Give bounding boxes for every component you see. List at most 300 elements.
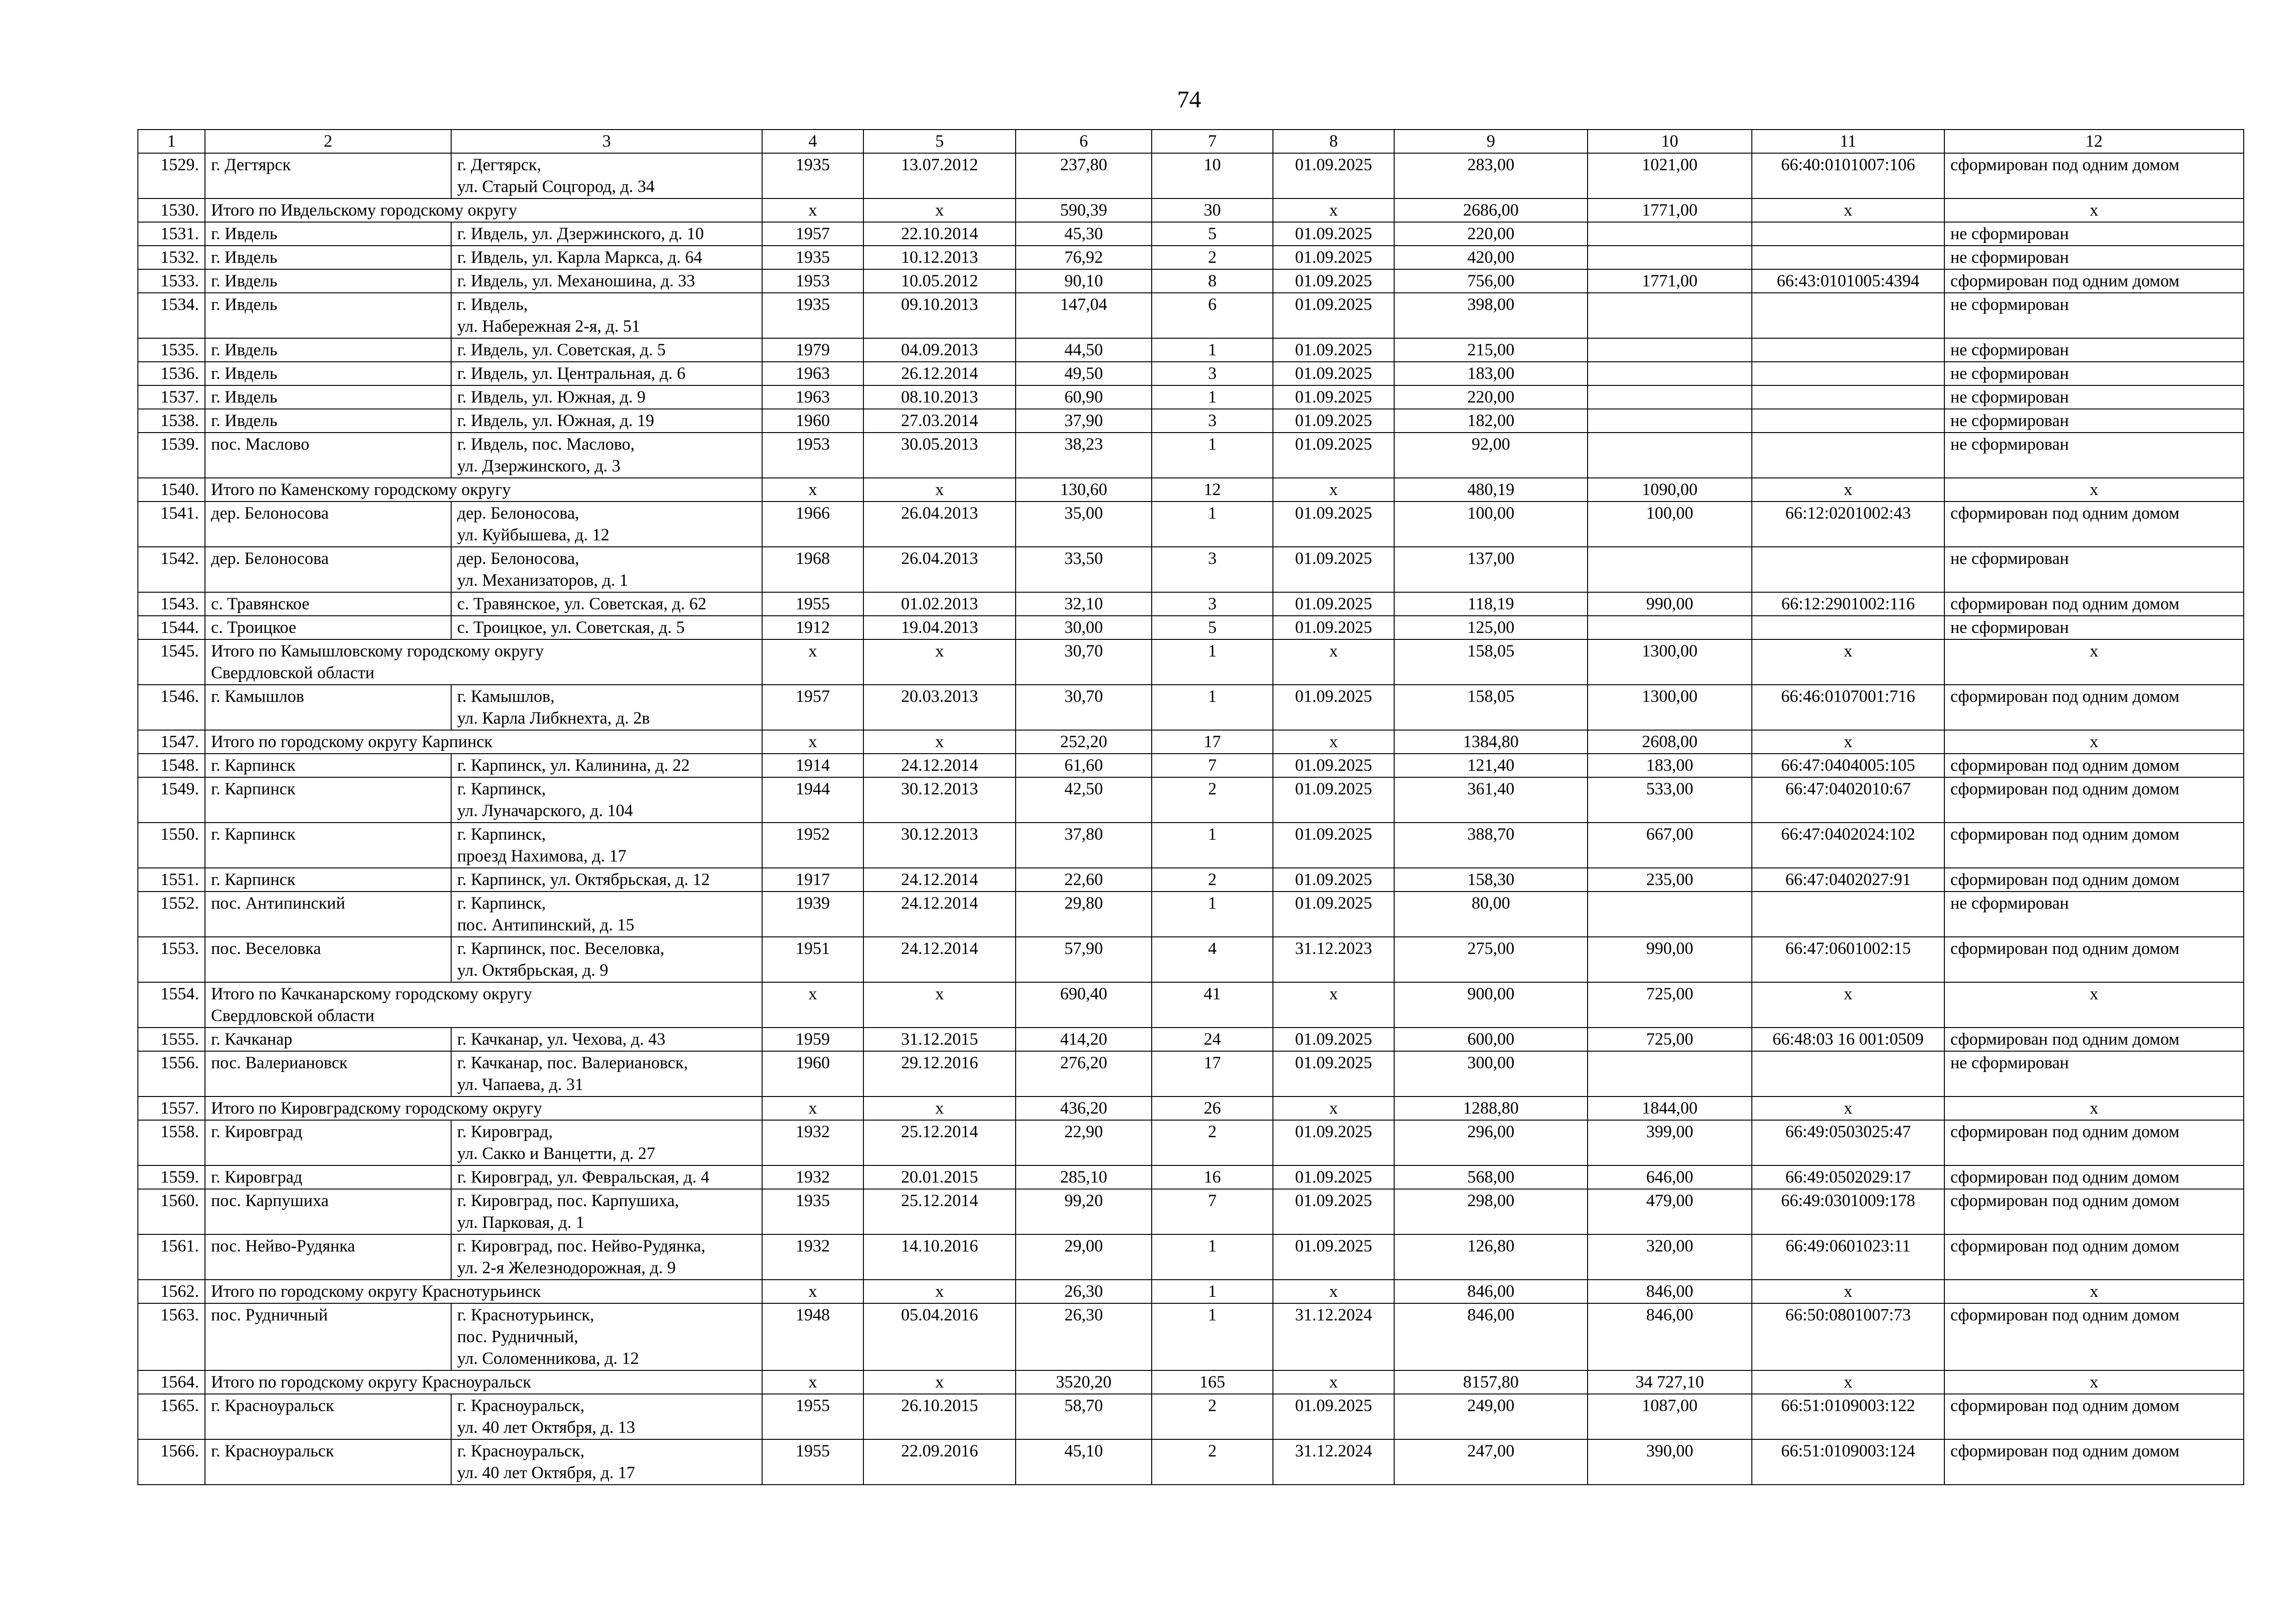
amount: 220,00 <box>1394 385 1588 409</box>
table-row <box>138 433 2244 478</box>
date: 24.12.2014 <box>863 754 1016 777</box>
deadline: 01.09.2025 <box>1273 1051 1394 1096</box>
quantity: 1 <box>1152 385 1273 409</box>
cadastral-number: x <box>1752 1370 1944 1394</box>
quantity: 3 <box>1152 592 1273 616</box>
land-status: x <box>1944 1370 2244 1394</box>
quantity: 17 <box>1152 730 1273 754</box>
area: 29,00 <box>1016 1234 1152 1280</box>
land-area: 846,00 <box>1588 1303 1752 1370</box>
row-number: 1535. <box>138 338 205 362</box>
table-row <box>138 1394 2244 1439</box>
column-number: 3 <box>451 130 762 153</box>
land-area: 533,00 <box>1588 777 1752 823</box>
settlement-name: пос. Веселовка <box>205 937 451 982</box>
amount: 1384,80 <box>1394 730 1588 754</box>
land-area: 2608,00 <box>1588 730 1752 754</box>
table-row <box>138 823 2244 868</box>
address: г. Карпинск, проезд Нахимова, д. 17 <box>451 823 762 868</box>
quantity: 1 <box>1152 892 1273 937</box>
cadastral-number: x <box>1752 198 1944 222</box>
build-year: 1944 <box>762 777 863 823</box>
build-year: x <box>762 1370 863 1394</box>
deadline: 01.09.2025 <box>1273 362 1394 385</box>
amount: 388,70 <box>1394 823 1588 868</box>
page-number: 74 <box>1177 87 1201 113</box>
land-status: не сформирован <box>1944 547 2244 592</box>
area: 285,10 <box>1016 1165 1152 1189</box>
settlement-name: пос. Антипинский <box>205 892 451 937</box>
land-status: сформирован под одним домом <box>1944 1303 2244 1370</box>
total-label: Итого по городскому округу Красноуральск <box>205 1370 762 1394</box>
quantity: 1 <box>1152 1280 1273 1303</box>
land-area <box>1588 547 1752 592</box>
land-status: сформирован под одним домом <box>1944 937 2244 982</box>
quantity: 165 <box>1152 1370 1273 1394</box>
area: 22,60 <box>1016 868 1152 892</box>
land-status: сформирован под одним домом <box>1944 1234 2244 1280</box>
deadline: 01.09.2025 <box>1273 754 1394 777</box>
settlement-name: г. Ивдель <box>205 222 451 246</box>
build-year: x <box>762 478 863 502</box>
settlement-name: г. Ивдель <box>205 269 451 293</box>
quantity: 10 <box>1152 153 1273 198</box>
table-row <box>138 1120 2244 1165</box>
land-status: x <box>1944 198 2244 222</box>
cadastral-number <box>1752 222 1944 246</box>
table-row <box>138 592 2244 616</box>
deadline: 01.09.2025 <box>1273 1028 1394 1051</box>
build-year: x <box>762 730 863 754</box>
area: 90,10 <box>1016 269 1152 293</box>
land-status: не сформирован <box>1944 1051 2244 1096</box>
date: 20.01.2015 <box>863 1165 1016 1189</box>
deadline: 01.09.2025 <box>1273 433 1394 478</box>
settlement-name: г. Ивдель <box>205 246 451 269</box>
build-year: 1968 <box>762 547 863 592</box>
quantity: 5 <box>1152 616 1273 639</box>
amount: 247,00 <box>1394 1439 1588 1485</box>
address: дер. Белоносова, ул. Механизаторов, д. 1 <box>451 547 762 592</box>
row-number: 1556. <box>138 1051 205 1096</box>
settlement-name: г. Кировград <box>205 1165 451 1189</box>
land-area: 183,00 <box>1588 754 1752 777</box>
quantity: 6 <box>1152 293 1273 338</box>
land-area: 320,00 <box>1588 1234 1752 1280</box>
date: x <box>863 478 1016 502</box>
quantity: 2 <box>1152 1394 1273 1439</box>
deadline: x <box>1273 198 1394 222</box>
build-year: 1979 <box>762 338 863 362</box>
total-row <box>138 478 2244 502</box>
land-area: 667,00 <box>1588 823 1752 868</box>
cadastral-number: x <box>1752 639 1944 685</box>
column-number: 5 <box>863 130 1016 153</box>
table-row <box>138 409 2244 433</box>
deadline: x <box>1273 478 1394 502</box>
address: г. Кировград, пос. Нейво-Рудянка, ул. 2-я Железнодорожная, д. 9 <box>451 1234 762 1280</box>
land-status: сформирован под одним домом <box>1944 269 2244 293</box>
table-row <box>138 754 2244 777</box>
cadastral-number: 66:43:0101005:4394 <box>1752 269 1944 293</box>
area: 26,30 <box>1016 1280 1152 1303</box>
deadline: x <box>1273 639 1394 685</box>
total-row <box>138 639 2244 685</box>
cadastral-number: 66:49:0301009:178 <box>1752 1189 1944 1234</box>
date: 25.12.2014 <box>863 1120 1016 1165</box>
address: г. Кировград, ул. Февральская, д. 4 <box>451 1165 762 1189</box>
row-number: 1532. <box>138 246 205 269</box>
date: 01.02.2013 <box>863 592 1016 616</box>
quantity: 7 <box>1152 754 1273 777</box>
land-area <box>1588 362 1752 385</box>
land-area: 399,00 <box>1588 1120 1752 1165</box>
row-number: 1531. <box>138 222 205 246</box>
area: 37,90 <box>1016 409 1152 433</box>
total-row <box>138 1370 2244 1394</box>
total-row <box>138 982 2244 1028</box>
quantity: 4 <box>1152 937 1273 982</box>
cadastral-number: x <box>1752 730 1944 754</box>
deadline: 01.09.2025 <box>1273 1189 1394 1234</box>
settlement-name: г. Карпинск <box>205 823 451 868</box>
row-number: 1564. <box>138 1370 205 1394</box>
address: г. Кировград, ул. Сакко и Ванцетти, д. 27 <box>451 1120 762 1165</box>
cadastral-number: x <box>1752 1096 1944 1120</box>
area: 49,50 <box>1016 362 1152 385</box>
table-row <box>138 362 2244 385</box>
build-year: 1955 <box>762 1394 863 1439</box>
row-number: 1542. <box>138 547 205 592</box>
quantity: 1 <box>1152 685 1273 730</box>
area: 35,00 <box>1016 502 1152 547</box>
deadline: x <box>1273 1370 1394 1394</box>
address: г. Красноуральск, ул. 40 лет Октября, д. 13 <box>451 1394 762 1439</box>
cadastral-number: 66:47:0601002:15 <box>1752 937 1944 982</box>
quantity: 3 <box>1152 409 1273 433</box>
quantity: 2 <box>1152 868 1273 892</box>
total-label: Итого по Каменскому городскому округу <box>205 478 762 502</box>
amount: 80,00 <box>1394 892 1588 937</box>
row-number: 1566. <box>138 1439 205 1485</box>
cadastral-number: 66:49:0503025:47 <box>1752 1120 1944 1165</box>
land-area <box>1588 1051 1752 1096</box>
land-status: не сформирован <box>1944 409 2244 433</box>
settlement-name: г. Карпинск <box>205 868 451 892</box>
table-row <box>138 1303 2244 1370</box>
area: 26,30 <box>1016 1303 1152 1370</box>
address: с. Травянское, ул. Советская, д. 62 <box>451 592 762 616</box>
date: 09.10.2013 <box>863 293 1016 338</box>
deadline: 01.09.2025 <box>1273 153 1394 198</box>
amount: 158,30 <box>1394 868 1588 892</box>
land-area: 1021,00 <box>1588 153 1752 198</box>
amount: 126,80 <box>1394 1234 1588 1280</box>
total-label: Итого по городскому округу Карпинск <box>205 730 762 754</box>
row-number: 1558. <box>138 1120 205 1165</box>
cadastral-number <box>1752 433 1944 478</box>
address: г. Карпинск, ул. Октябрьская, д. 12 <box>451 868 762 892</box>
build-year: 1955 <box>762 1439 863 1485</box>
area: 38,23 <box>1016 433 1152 478</box>
settlement-name: г. Ивдель <box>205 385 451 409</box>
address: г. Карпинск, пос. Антипинский, д. 15 <box>451 892 762 937</box>
date: 24.12.2014 <box>863 937 1016 982</box>
amount: 215,00 <box>1394 338 1588 362</box>
quantity: 2 <box>1152 246 1273 269</box>
date: 14.10.2016 <box>863 1234 1016 1280</box>
land-status: x <box>1944 730 2244 754</box>
settlement-name: г. Кировград <box>205 1120 451 1165</box>
amount: 1288,80 <box>1394 1096 1588 1120</box>
build-year: 1952 <box>762 823 863 868</box>
column-number: 7 <box>1152 130 1273 153</box>
table-row <box>138 385 2244 409</box>
area: 276,20 <box>1016 1051 1152 1096</box>
land-status: x <box>1944 639 2244 685</box>
area: 33,50 <box>1016 547 1152 592</box>
cadastral-number: x <box>1752 982 1944 1028</box>
deadline: 31.12.2023 <box>1273 937 1394 982</box>
column-number: 6 <box>1016 130 1152 153</box>
row-number: 1562. <box>138 1280 205 1303</box>
cadastral-number <box>1752 409 1944 433</box>
date: 25.12.2014 <box>863 1189 1016 1234</box>
date: 26.04.2013 <box>863 502 1016 547</box>
land-area <box>1588 246 1752 269</box>
amount: 158,05 <box>1394 685 1588 730</box>
date: 27.03.2014 <box>863 409 1016 433</box>
table-row <box>138 547 2244 592</box>
land-area: 646,00 <box>1588 1165 1752 1189</box>
land-status: не сформирован <box>1944 362 2244 385</box>
amount: 249,00 <box>1394 1394 1588 1439</box>
land-status: сформирован под одним домом <box>1944 1439 2244 1485</box>
area: 42,50 <box>1016 777 1152 823</box>
total-row <box>138 1096 2244 1120</box>
amount: 8157,80 <box>1394 1370 1588 1394</box>
cadastral-number <box>1752 547 1944 592</box>
land-area: 990,00 <box>1588 592 1752 616</box>
column-number: 9 <box>1394 130 1588 153</box>
area: 3520,20 <box>1016 1370 1152 1394</box>
address: г. Красноуральск, ул. 40 лет Октября, д. 17 <box>451 1439 762 1485</box>
deadline: 01.09.2025 <box>1273 222 1394 246</box>
date: 24.12.2014 <box>863 892 1016 937</box>
land-area: 390,00 <box>1588 1439 1752 1485</box>
quantity: 16 <box>1152 1165 1273 1189</box>
build-year: 1935 <box>762 153 863 198</box>
deadline: 01.09.2025 <box>1273 777 1394 823</box>
settlement-name: г. Красноуральск <box>205 1439 451 1485</box>
settlement-name: г. Ивдель <box>205 409 451 433</box>
deadline: 01.09.2025 <box>1273 1394 1394 1439</box>
land-status: сформирован под одним домом <box>1944 153 2244 198</box>
address: дер. Белоносова, ул. Куйбышева, д. 12 <box>451 502 762 547</box>
land-area: 235,00 <box>1588 868 1752 892</box>
land-status: сформирован под одним домом <box>1944 592 2244 616</box>
area: 252,20 <box>1016 730 1152 754</box>
quantity: 2 <box>1152 1439 1273 1485</box>
area: 45,30 <box>1016 222 1152 246</box>
date: 19.04.2013 <box>863 616 1016 639</box>
area: 76,92 <box>1016 246 1152 269</box>
cadastral-number: x <box>1752 478 1944 502</box>
land-status: сформирован под одним домом <box>1944 1394 2244 1439</box>
build-year: 1948 <box>762 1303 863 1370</box>
cadastral-number: 66:48:03 16 001:0509 <box>1752 1028 1944 1051</box>
cadastral-number <box>1752 385 1944 409</box>
build-year: 1935 <box>762 293 863 338</box>
date: 24.12.2014 <box>863 868 1016 892</box>
build-year: x <box>762 1280 863 1303</box>
amount: 2686,00 <box>1394 198 1588 222</box>
area: 130,60 <box>1016 478 1152 502</box>
build-year: 1935 <box>762 246 863 269</box>
date: 26.12.2014 <box>863 362 1016 385</box>
amount: 137,00 <box>1394 547 1588 592</box>
land-area: 1771,00 <box>1588 269 1752 293</box>
settlement-name: г. Камышлов <box>205 685 451 730</box>
table-row <box>138 1028 2244 1051</box>
column-number: 1 <box>138 130 205 153</box>
deadline: 01.09.2025 <box>1273 246 1394 269</box>
amount: 846,00 <box>1394 1303 1588 1370</box>
quantity: 17 <box>1152 1051 1273 1096</box>
row-number: 1533. <box>138 269 205 293</box>
land-area <box>1588 385 1752 409</box>
deadline: 01.09.2025 <box>1273 547 1394 592</box>
settlement-name: пос. Карпушиха <box>205 1189 451 1234</box>
quantity: 1 <box>1152 502 1273 547</box>
quantity: 1 <box>1152 433 1273 478</box>
row-number: 1555. <box>138 1028 205 1051</box>
table-row <box>138 269 2244 293</box>
deadline: 01.09.2025 <box>1273 1120 1394 1165</box>
row-number: 1536. <box>138 362 205 385</box>
cadastral-number: 66:46:0107001:716 <box>1752 685 1944 730</box>
amount: 92,00 <box>1394 433 1588 478</box>
date: x <box>863 639 1016 685</box>
quantity: 1 <box>1152 338 1273 362</box>
address: г. Кировград, пос. Карпушиха, ул. Парковая, д. 1 <box>451 1189 762 1234</box>
row-number: 1549. <box>138 777 205 823</box>
land-area: 725,00 <box>1588 982 1752 1028</box>
cadastral-number: 66:47:0402010:67 <box>1752 777 1944 823</box>
table-row <box>138 892 2244 937</box>
land-status: сформирован под одним домом <box>1944 754 2244 777</box>
cadastral-number: 66:40:0101007:106 <box>1752 153 1944 198</box>
deadline: 01.09.2025 <box>1273 385 1394 409</box>
address: г. Карпинск, ул. Луначарского, д. 104 <box>451 777 762 823</box>
land-status: сформирован под одним домом <box>1944 685 2244 730</box>
land-area: 725,00 <box>1588 1028 1752 1051</box>
area: 436,20 <box>1016 1096 1152 1120</box>
cadastral-number <box>1752 1051 1944 1096</box>
area: 32,10 <box>1016 592 1152 616</box>
table-row <box>138 246 2244 269</box>
land-area: 1300,00 <box>1588 685 1752 730</box>
cadastral-number: 66:49:0601023:11 <box>1752 1234 1944 1280</box>
date: 10.12.2013 <box>863 246 1016 269</box>
row-number: 1539. <box>138 433 205 478</box>
cadastral-number <box>1752 362 1944 385</box>
table-row <box>138 1051 2244 1096</box>
land-area: 990,00 <box>1588 937 1752 982</box>
land-area <box>1588 222 1752 246</box>
amount: 183,00 <box>1394 362 1588 385</box>
row-number: 1553. <box>138 937 205 982</box>
land-status: x <box>1944 1280 2244 1303</box>
cadastral-number: x <box>1752 1280 1944 1303</box>
cadastral-number: 66:51:0109003:124 <box>1752 1439 1944 1485</box>
date: x <box>863 982 1016 1028</box>
quantity: 26 <box>1152 1096 1273 1120</box>
date: x <box>863 1096 1016 1120</box>
land-area: 1090,00 <box>1588 478 1752 502</box>
amount: 900,00 <box>1394 982 1588 1028</box>
deadline: 01.09.2025 <box>1273 338 1394 362</box>
land-area: 1087,00 <box>1588 1394 1752 1439</box>
table-row <box>138 1234 2244 1280</box>
amount: 158,05 <box>1394 639 1588 685</box>
deadline: x <box>1273 982 1394 1028</box>
date: 20.03.2013 <box>863 685 1016 730</box>
area: 60,90 <box>1016 385 1152 409</box>
amount: 300,00 <box>1394 1051 1588 1096</box>
table-row <box>138 868 2244 892</box>
land-status: не сформирован <box>1944 433 2244 478</box>
quantity: 41 <box>1152 982 1273 1028</box>
settlement-name: пос. Нейво-Рудянка <box>205 1234 451 1280</box>
land-status: x <box>1944 1096 2244 1120</box>
quantity: 3 <box>1152 547 1273 592</box>
build-year: 1932 <box>762 1120 863 1165</box>
land-area <box>1588 409 1752 433</box>
amount: 568,00 <box>1394 1165 1588 1189</box>
build-year: 1917 <box>762 868 863 892</box>
deadline: 01.09.2025 <box>1273 685 1394 730</box>
quantity: 1 <box>1152 639 1273 685</box>
settlement-name: пос. Валериановск <box>205 1051 451 1096</box>
land-status: x <box>1944 982 2244 1028</box>
address: г. Качканар, пос. Валериановск, ул. Чапаева, д. 31 <box>451 1051 762 1096</box>
area: 45,10 <box>1016 1439 1152 1485</box>
land-area: 1844,00 <box>1588 1096 1752 1120</box>
land-status: не сформирован <box>1944 293 2244 338</box>
land-status: сформирован под одним домом <box>1944 502 2244 547</box>
cadastral-number: 66:47:0402024:102 <box>1752 823 1944 868</box>
build-year: 1935 <box>762 1189 863 1234</box>
date: 26.10.2015 <box>863 1394 1016 1439</box>
area: 237,80 <box>1016 153 1152 198</box>
area: 30,70 <box>1016 685 1152 730</box>
amount: 182,00 <box>1394 409 1588 433</box>
row-number: 1537. <box>138 385 205 409</box>
settlement-name: с. Троицкое <box>205 616 451 639</box>
build-year: 1963 <box>762 362 863 385</box>
amount: 125,00 <box>1394 616 1588 639</box>
amount: 846,00 <box>1394 1280 1588 1303</box>
area: 57,90 <box>1016 937 1152 982</box>
total-label: Итого по Ивдельскому городскому округу <box>205 198 762 222</box>
total-label: Итого по Качканарскому городскому округу Свердловской области <box>205 982 762 1028</box>
date: 29.12.2016 <box>863 1051 1016 1096</box>
address: г. Ивдель, ул. Механошина, д. 33 <box>451 269 762 293</box>
build-year: 1959 <box>762 1028 863 1051</box>
date: 05.04.2016 <box>863 1303 1016 1370</box>
date: 10.05.2012 <box>863 269 1016 293</box>
